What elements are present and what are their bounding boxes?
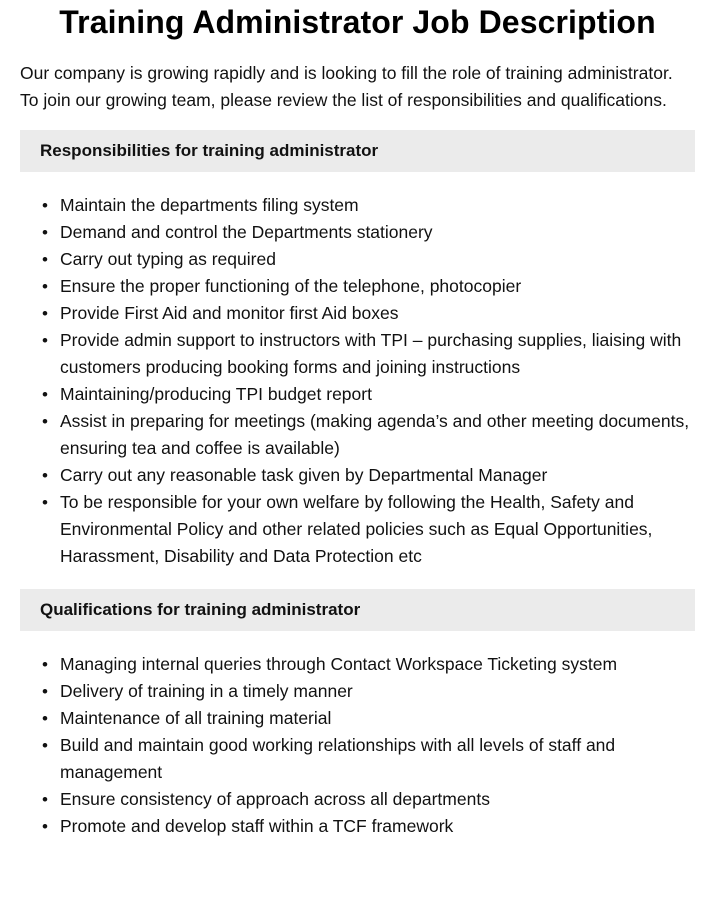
list-item — [42, 273, 695, 300]
list-item-text: Carry out typing as required — [60, 249, 276, 269]
list-item — [42, 327, 695, 381]
qualifications-heading — [20, 589, 695, 631]
bullet-icon: • — [42, 412, 48, 431]
bullet-icon: • — [42, 493, 48, 512]
list-item-text: Maintaining/producing TPI budget report — [60, 384, 372, 404]
list-item-text: Ensure the proper functioning of the telephone, photocopier — [60, 276, 522, 296]
list-item — [42, 678, 695, 705]
qualifications-heading-text: Qualifications for training administrator — [40, 600, 361, 619]
list-item-text: Assist in preparing for meetings (making agenda’s and other meeting documents, ensuring tea and coffee is available) — [60, 411, 690, 458]
bullet-icon: • — [42, 223, 48, 242]
list-item-text: Ensure consistency of approach across all departments — [60, 789, 490, 809]
list-item — [42, 732, 695, 786]
bullet-icon: • — [42, 331, 48, 350]
list-item-text: Carry out any reasonable task given by Departmental Manager — [60, 465, 548, 485]
list-item — [42, 489, 695, 570]
responsibilities-list — [20, 192, 695, 570]
list-item — [42, 651, 695, 678]
list-item — [42, 300, 695, 327]
bullet-icon: • — [42, 817, 48, 836]
intro-paragraph: Our company is growing rapidly and is looking to fill the role of training administrator. To join our growing team, please review the list of responsibilities and qualifications. — [20, 63, 673, 110]
list-item — [42, 813, 695, 840]
bullet-icon: • — [42, 277, 48, 296]
bullet-icon: • — [42, 250, 48, 269]
list-item-text: Maintenance of all training material — [60, 708, 332, 728]
list-item-text: Demand and control the Departments stationery — [60, 222, 433, 242]
list-item-text: Provide First Aid and monitor first Aid boxes — [60, 303, 399, 323]
bullet-icon: • — [42, 709, 48, 728]
qualifications-list — [20, 651, 695, 840]
list-item-text: Build and maintain good working relationships with all levels of staff and management — [60, 735, 616, 782]
list-item — [42, 408, 695, 462]
list-item — [42, 381, 695, 408]
bullet-icon: • — [42, 304, 48, 323]
bullet-icon: • — [42, 196, 48, 215]
responsibilities-heading — [20, 130, 695, 172]
list-item-text: Provide admin support to instructors with TPI – purchasing supplies, liaising with customers producing booking forms and joining instructions — [60, 330, 682, 377]
list-item-text: Managing internal queries through Contact Workspace Ticketing system — [60, 654, 618, 674]
bullet-icon: • — [42, 466, 48, 485]
list-item — [42, 246, 695, 273]
list-item-text: Promote and develop staff within a TCF framework — [60, 816, 454, 836]
list-item-text: Maintain the departments filing system — [60, 195, 359, 215]
list-item-text: To be responsible for your own welfare by following the Health, Safety and Environmental Policy and other related policies such as Equal Opportunities, Harassment, Disability and Data Protection etc — [60, 492, 653, 566]
bullet-icon: • — [42, 682, 48, 701]
responsibilities-heading-text: Responsibilities for training administrator — [40, 141, 379, 160]
bullet-icon: • — [42, 790, 48, 809]
bullet-icon: • — [42, 736, 48, 755]
list-item — [42, 462, 695, 489]
list-item — [42, 219, 695, 246]
list-item — [42, 786, 695, 813]
page-title: Training Administrator Job Description — [59, 4, 656, 40]
bullet-icon: • — [42, 385, 48, 404]
list-item — [42, 192, 695, 219]
list-item-text: Delivery of training in a timely manner — [60, 681, 353, 701]
list-item — [42, 705, 695, 732]
bullet-icon: • — [42, 655, 48, 674]
job-description-page — [0, 2, 720, 840]
